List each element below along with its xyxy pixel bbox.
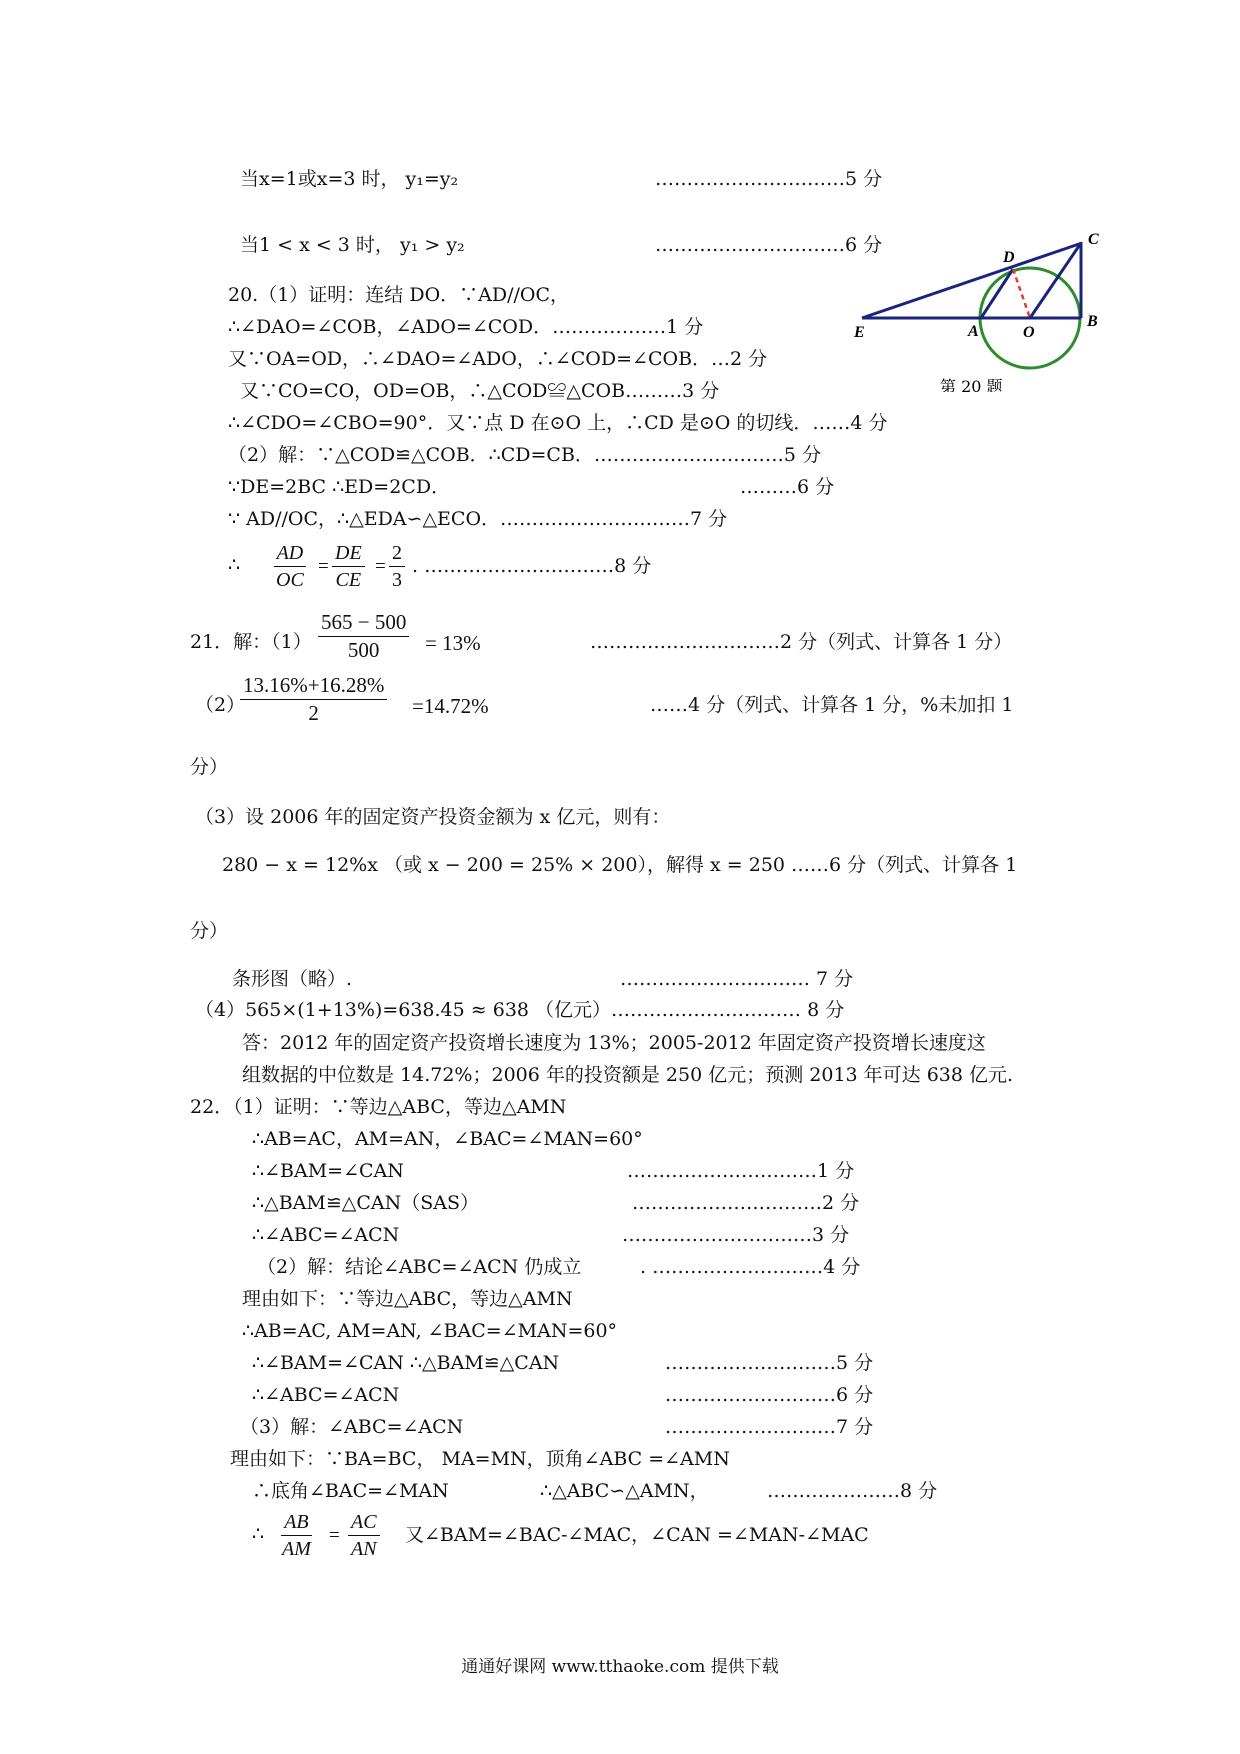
equals-sign: = bbox=[318, 556, 329, 577]
label-o: O bbox=[1023, 324, 1035, 341]
text-line-22-6: 理由如下：∵等边△ABC，等边△AMN bbox=[242, 1288, 573, 1310]
equals-sign: = bbox=[329, 1525, 340, 1546]
fraction-denominator: CE bbox=[335, 569, 362, 591]
score-22-8: …………………8 分 bbox=[767, 1480, 938, 1502]
result-21-2: =14.72% bbox=[412, 694, 489, 718]
segment-do-dashed bbox=[1013, 269, 1030, 318]
fraction-denominator: 3 bbox=[392, 569, 402, 591]
fraction-numerator: AB bbox=[281, 1512, 311, 1536]
geometry-diagram bbox=[850, 232, 1110, 392]
fraction-denominator: OC bbox=[276, 569, 304, 591]
text-line-22-8: ∴∠BAM=∠CAN ∴△BAM≌△CAN bbox=[252, 1352, 560, 1374]
fraction-two-thirds bbox=[389, 543, 405, 590]
fraction-de-ce bbox=[332, 543, 365, 590]
text-line-22-13: 又∠BAM=∠BAC-∠MAC，∠CAN =∠MAN-∠MAC bbox=[405, 1524, 869, 1546]
fraction-numerator: AC bbox=[348, 1512, 380, 1536]
therefore-22: ∴ bbox=[252, 1523, 265, 1545]
text-line-21-2-cont: 分） bbox=[190, 756, 229, 778]
text-line-21-3: （3）设 2006 年的固定资产投资金额为 x 亿元，则有： bbox=[195, 806, 671, 828]
page-footer: 通通好课网 www.tthaoke.com 提供下载 bbox=[461, 1657, 779, 1677]
text-line-22-10: （3）解：∠ABC=∠ACN bbox=[240, 1416, 464, 1438]
score-20-8: . …………………………8 分 bbox=[412, 555, 652, 577]
score-22-7: ………………………7 分 bbox=[665, 1416, 874, 1438]
segment-oc bbox=[1030, 243, 1081, 318]
score-22-6: ………………………6 分 bbox=[665, 1384, 874, 1406]
score-22-3: …………………………3 分 bbox=[622, 1224, 850, 1246]
text-line-20-3: 又∵CO=CO，OD=OB，∴△COD≌△COB………3 分 bbox=[240, 380, 720, 402]
segment-ec bbox=[862, 243, 1082, 318]
score-22-1: …………………………1 分 bbox=[627, 1160, 855, 1182]
figure-20 bbox=[850, 232, 1110, 397]
equation-21-3: 280 − x = 12%x （或 x − 200 = 25% × 200），解得 x = 250 ……6 分（列式、计算各 1 bbox=[222, 854, 1018, 876]
fraction-565-500 bbox=[318, 612, 409, 661]
text-line-19a: 当x=1或x=3 时， y₁=y₂ bbox=[240, 168, 459, 190]
text-line-22-7: ∴AB=AC, AM=AN, ∠BAC=∠MAN=60° bbox=[242, 1320, 618, 1342]
score-21-bar: ………………………… 7 分 bbox=[620, 968, 854, 990]
fraction-numerator: DE bbox=[332, 543, 365, 567]
text-line-22-12: ∴底角∠BAC=∠MAN bbox=[252, 1480, 449, 1502]
text-line-21-2: （2） bbox=[195, 694, 246, 716]
score-21-2: ……4 分（列式、计算各 1 分，%未加扣 1 bbox=[650, 694, 1014, 716]
score-21-1: …………………………2 分（列式、计算各 1 分） bbox=[590, 631, 1013, 653]
fraction-numerator: 2 bbox=[389, 543, 405, 567]
fraction-average bbox=[240, 675, 387, 724]
fraction-ac-an bbox=[348, 1512, 380, 1559]
score-22-2: …………………………2 分 bbox=[632, 1192, 860, 1214]
answer-21-1: 答：2012 年的固定资产投资增长速度为 13%；2005-2012 年固定资产投资增长速度这 bbox=[242, 1032, 986, 1054]
score-20-6: ………6 分 bbox=[740, 476, 835, 498]
text-line-22-5: （2）解：结论∠ABC=∠ACN 仍成立 bbox=[257, 1256, 582, 1278]
text-line-22-3: ∴△BAM≌△CAN（SAS） bbox=[252, 1192, 480, 1214]
text-line-22-4: ∴∠ABC=∠ACN bbox=[252, 1224, 400, 1246]
fraction-numerator: 565 − 500 bbox=[318, 612, 409, 637]
score-19b: …………………………6 分 bbox=[655, 234, 883, 256]
answer-21-2: 组数据的中位数是 14.72%；2006 年的投资额是 250 亿元；预测 2013 年可达 638 亿元. bbox=[242, 1064, 1014, 1086]
fraction-denominator: AM bbox=[282, 1538, 311, 1560]
text-line-20-2: 又∵OA=OD，∴∠DAO=∠ADO，∴∠COD=∠COB．…2 分 bbox=[228, 348, 768, 370]
fraction-denominator: AN bbox=[351, 1538, 377, 1560]
fraction-denominator: 500 bbox=[347, 638, 380, 662]
equals-sign: = bbox=[375, 556, 386, 577]
score-22-5: ………………………5 分 bbox=[665, 1352, 874, 1374]
fraction-denominator: 2 bbox=[308, 701, 319, 725]
figure-caption: 第 20 题 bbox=[940, 377, 1003, 392]
fraction-ad-oc bbox=[273, 543, 307, 590]
text-line-22-1: ∴AB=AC，AM=AN，∠BAC=∠MAN=60° bbox=[252, 1128, 643, 1150]
fraction-ab-am bbox=[279, 1512, 314, 1559]
fraction-numerator: 13.16%+16.28% bbox=[240, 675, 387, 700]
text-line-20-4: ∴∠CDO=∠CBO=90°．又∵点 D 在⊙O 上，∴CD 是⊙O 的切线．……4 分 bbox=[228, 412, 888, 434]
label-a: A bbox=[968, 323, 979, 340]
text-line-22-12b: ∴△ABC∽△AMN， bbox=[540, 1480, 709, 1502]
score-19a: …………………………5 分 bbox=[655, 168, 883, 190]
fraction-numerator: AD bbox=[274, 543, 307, 567]
text-line-20-5: （2）解：∵△COD≌△COB．∴CD=CB．…………………………5 分 bbox=[228, 444, 822, 466]
text-line-22-9: ∴∠ABC=∠ACN bbox=[252, 1384, 400, 1406]
therefore-20: ∴ bbox=[228, 554, 241, 576]
problem-22-heading: 22．（1）证明：∵等边△ABC，等边△AMN bbox=[190, 1096, 567, 1118]
text-line-19b: 当1 < x < 3 时， y₁ > y₂ bbox=[240, 234, 465, 256]
text-line-21-bar: 条形图（略）. bbox=[232, 968, 353, 990]
text-line-20-6: ∵DE=2BC ∴ED=2CD． bbox=[228, 476, 451, 498]
label-d: D bbox=[1003, 249, 1015, 266]
text-line-20-7: ∵ AD//OC，∴△EDA∽△ECO．…………………………7 分 bbox=[228, 508, 728, 530]
label-e: E bbox=[854, 324, 865, 341]
problem-21-heading: 21．解：（1） bbox=[190, 631, 312, 653]
label-b: B bbox=[1087, 313, 1098, 330]
text-line-21-3-cont: 分） bbox=[190, 920, 229, 942]
text-line-22-11: 理由如下：∵BA=BC， MA=MN，顶角∠ABC =∠AMN bbox=[230, 1448, 730, 1470]
result-21-1: = 13% bbox=[425, 631, 481, 655]
text-line-22-2: ∴∠BAM=∠CAN bbox=[252, 1160, 404, 1182]
score-22-4: . ………………………4 分 bbox=[640, 1256, 861, 1278]
label-c: C bbox=[1088, 232, 1099, 248]
problem-20-heading: 20.（1）证明：连结 DO．∵AD//OC， bbox=[228, 284, 570, 306]
text-line-20-1: ∴∠DAO=∠COB，∠ADO=∠COD．………………1 分 bbox=[228, 316, 704, 338]
text-line-21-4: （4）565×(1+13%)=638.45 ≈ 638 （亿元）………………………… 8 分 bbox=[195, 999, 845, 1021]
